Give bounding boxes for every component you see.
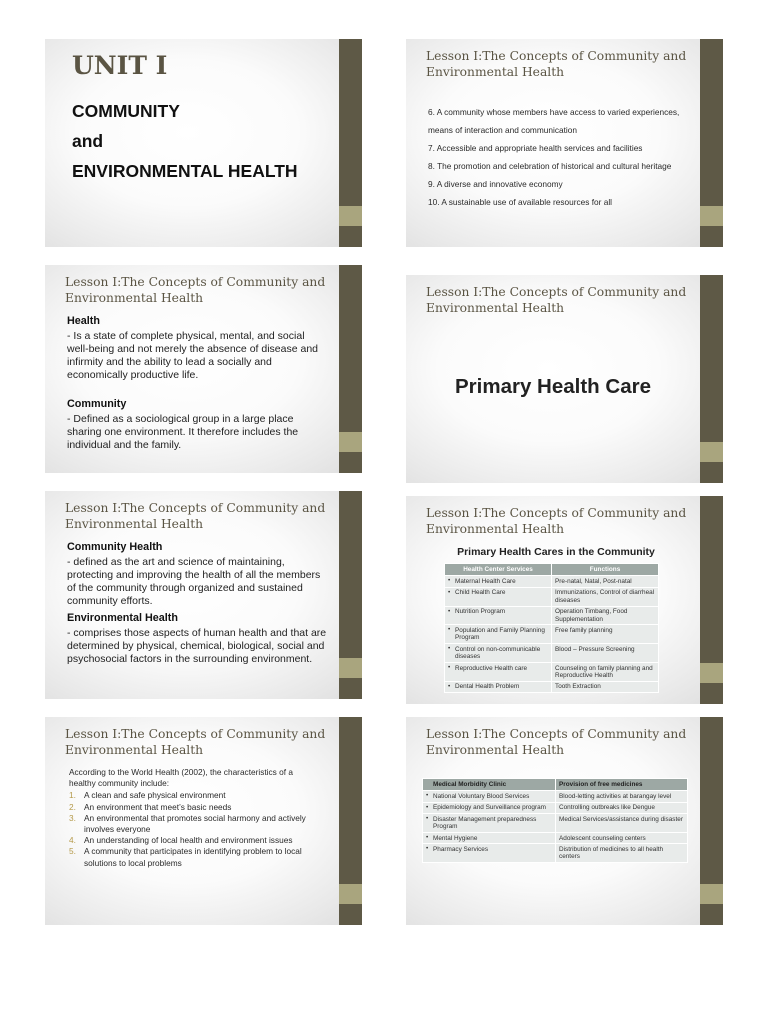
list-item: 5. A community that participates in identifying problem to local solutions to local problems (69, 846, 302, 868)
table-cell: Medical Services/assistance during disaster (556, 814, 688, 833)
table-row (445, 606, 659, 625)
slide-community-environmental-health (45, 491, 362, 699)
lesson-title: Lesson I:The Concepts of Community and Environmental Health (65, 275, 326, 305)
definition-heading: Community Health (67, 541, 163, 553)
table-cell: • Pharmacy Services (423, 844, 556, 863)
list-item: 2. An environment that meet’s basic needs (69, 801, 232, 812)
services-table (444, 563, 659, 693)
slide-big-title: Primary Health Care (455, 375, 651, 398)
lesson-title: Lesson I:The Concepts of Community and Environmental Health (426, 285, 687, 315)
definition-text: - comprises those aspects of human health and that are determined by physical, chemical, biological, social and psychosocial factors in the surrounding environment. (67, 627, 327, 665)
intro-text: According to the World Health (2002), the characteristics of a healthy community include: (69, 767, 293, 789)
table-cell: Operation Timbang, Food Supplementation (552, 606, 659, 625)
table-cell: • Dental Health Problem (445, 681, 552, 692)
slide-healthy-community (45, 717, 362, 925)
table-row (423, 791, 688, 802)
lesson-title: Lesson I:The Concepts of Community and Environmental Health (65, 501, 326, 531)
table-cell: Tooth Extraction (552, 681, 659, 692)
list-item: 4. An understanding of local health and environment issues (69, 835, 293, 846)
definition-heading: Community (67, 398, 127, 410)
table-cell: • Disaster Management preparedness Program (423, 814, 556, 833)
slide-side-accent (339, 884, 362, 904)
list-item: 9. A diverse and innovative economy (428, 179, 563, 189)
table-cell: • National Voluntary Blood Services (423, 791, 556, 802)
slide-side-accent (339, 206, 362, 226)
table-header: Provision of free medicines (556, 779, 688, 791)
list-item: 8. The promotion and celebration of historical and cultural heritage (428, 161, 672, 171)
table-cell: Blood – Pressure Screening (552, 644, 659, 663)
definition-text: - defined as the art and science of maintaining, protecting and improving the health of all the members of the community through organized and sustained community efforts. (67, 556, 321, 607)
characteristics-block (69, 767, 319, 869)
table-cell: Adolescent counseling centers (556, 833, 688, 844)
table-row (445, 587, 659, 606)
table-header: Health Center Services (445, 564, 552, 576)
lesson-title: Lesson I:The Concepts of Community and Environmental Health (65, 727, 326, 757)
title-line-2: and (72, 131, 104, 151)
table-title: Primary Health Cares in the Community (457, 546, 655, 558)
table-cell: • Mental Hygiene (423, 833, 556, 844)
table-cell: • Maternal Health Care (445, 576, 552, 587)
table-header: Medical Morbidity Clinic (423, 779, 556, 791)
slide-side-accent (700, 663, 723, 683)
lesson-title: Lesson I:The Concepts of Community and Environmental Health (426, 727, 687, 757)
table-row (445, 663, 659, 682)
slide-health-community (45, 265, 362, 473)
table-row (445, 576, 659, 587)
characteristics-list (428, 103, 698, 211)
table-row (423, 802, 688, 813)
slide-characteristics-continued (406, 39, 723, 247)
table-cell: Free family planning (552, 625, 659, 644)
definition-heading: Health (67, 315, 100, 327)
list-item: 3. An environmental that promotes social harmony and actively involves everyone (69, 812, 306, 835)
table-row (445, 625, 659, 644)
title-line-3: ENVIRONMENTAL HEALTH (72, 161, 298, 181)
table-cell: • Child Health Care (445, 587, 552, 606)
table-row (423, 844, 688, 863)
definitions-block (67, 541, 329, 666)
slide-phc-table (406, 496, 723, 704)
table-cell: Controlling outbreaks like Dengue (556, 802, 688, 813)
table-row (445, 681, 659, 692)
unit-heading: UNIT I (72, 51, 168, 80)
slide-unit-title (45, 39, 362, 247)
table-cell: • Reproductive Health care (445, 663, 552, 682)
list-item: 6. A community whose members have access to varied experiences, means of interaction and communication (428, 107, 680, 135)
table-cell: Blood-letting activities at barangay level (556, 791, 688, 802)
table-row (423, 833, 688, 844)
table-row (445, 644, 659, 663)
slide-primary-health-care (406, 275, 723, 483)
lesson-title: Lesson I:The Concepts of Community and Environmental Health (426, 49, 687, 79)
definition-text: - Is a state of complete physical, mental, and social well-being and not merely the absence of disease and infirmity and the ability to lead a socially and economically productive life. (67, 330, 318, 381)
slide-side-accent (700, 442, 723, 462)
list-item: 7. Accessible and appropriate health services and facilities (428, 143, 643, 153)
title-line-1: COMMUNITY (72, 101, 180, 121)
table-cell: Counseling on family planning and Reproductive Health (552, 663, 659, 682)
slide-clinic-table (406, 717, 723, 925)
table-row (423, 814, 688, 833)
table-cell: Immunizations, Control of diarrheal diseases (552, 587, 659, 606)
slide-side-accent (339, 432, 362, 452)
list-item: 10. A sustainable use of available resources for all (428, 197, 613, 207)
table-cell: Distribution of medicines to all health centers (556, 844, 688, 863)
table-cell: • Control on non-communicable diseases (445, 644, 552, 663)
lesson-title: Lesson I:The Concepts of Community and Environmental Health (426, 506, 687, 536)
table-cell: • Population and Family Planning Program (445, 625, 552, 644)
slide-side-accent (700, 206, 723, 226)
definition-heading: Environmental Health (67, 612, 178, 624)
table-header: Functions (552, 564, 659, 576)
definitions-block (67, 315, 327, 452)
table-cell: • Epidemiology and Surveillance program (423, 802, 556, 813)
clinic-table (422, 778, 688, 863)
table-cell: Pre-natal, Natal, Post-natal (552, 576, 659, 587)
slide-side-accent (700, 884, 723, 904)
slide-side-accent (339, 658, 362, 678)
list-item: 1. A clean and safe physical environment (69, 790, 226, 801)
definition-text: - Defined as a sociological group in a large place sharing one environment. It therefore includes the individual and the family. (67, 413, 299, 451)
table-cell: • Nutrition Program (445, 606, 552, 625)
